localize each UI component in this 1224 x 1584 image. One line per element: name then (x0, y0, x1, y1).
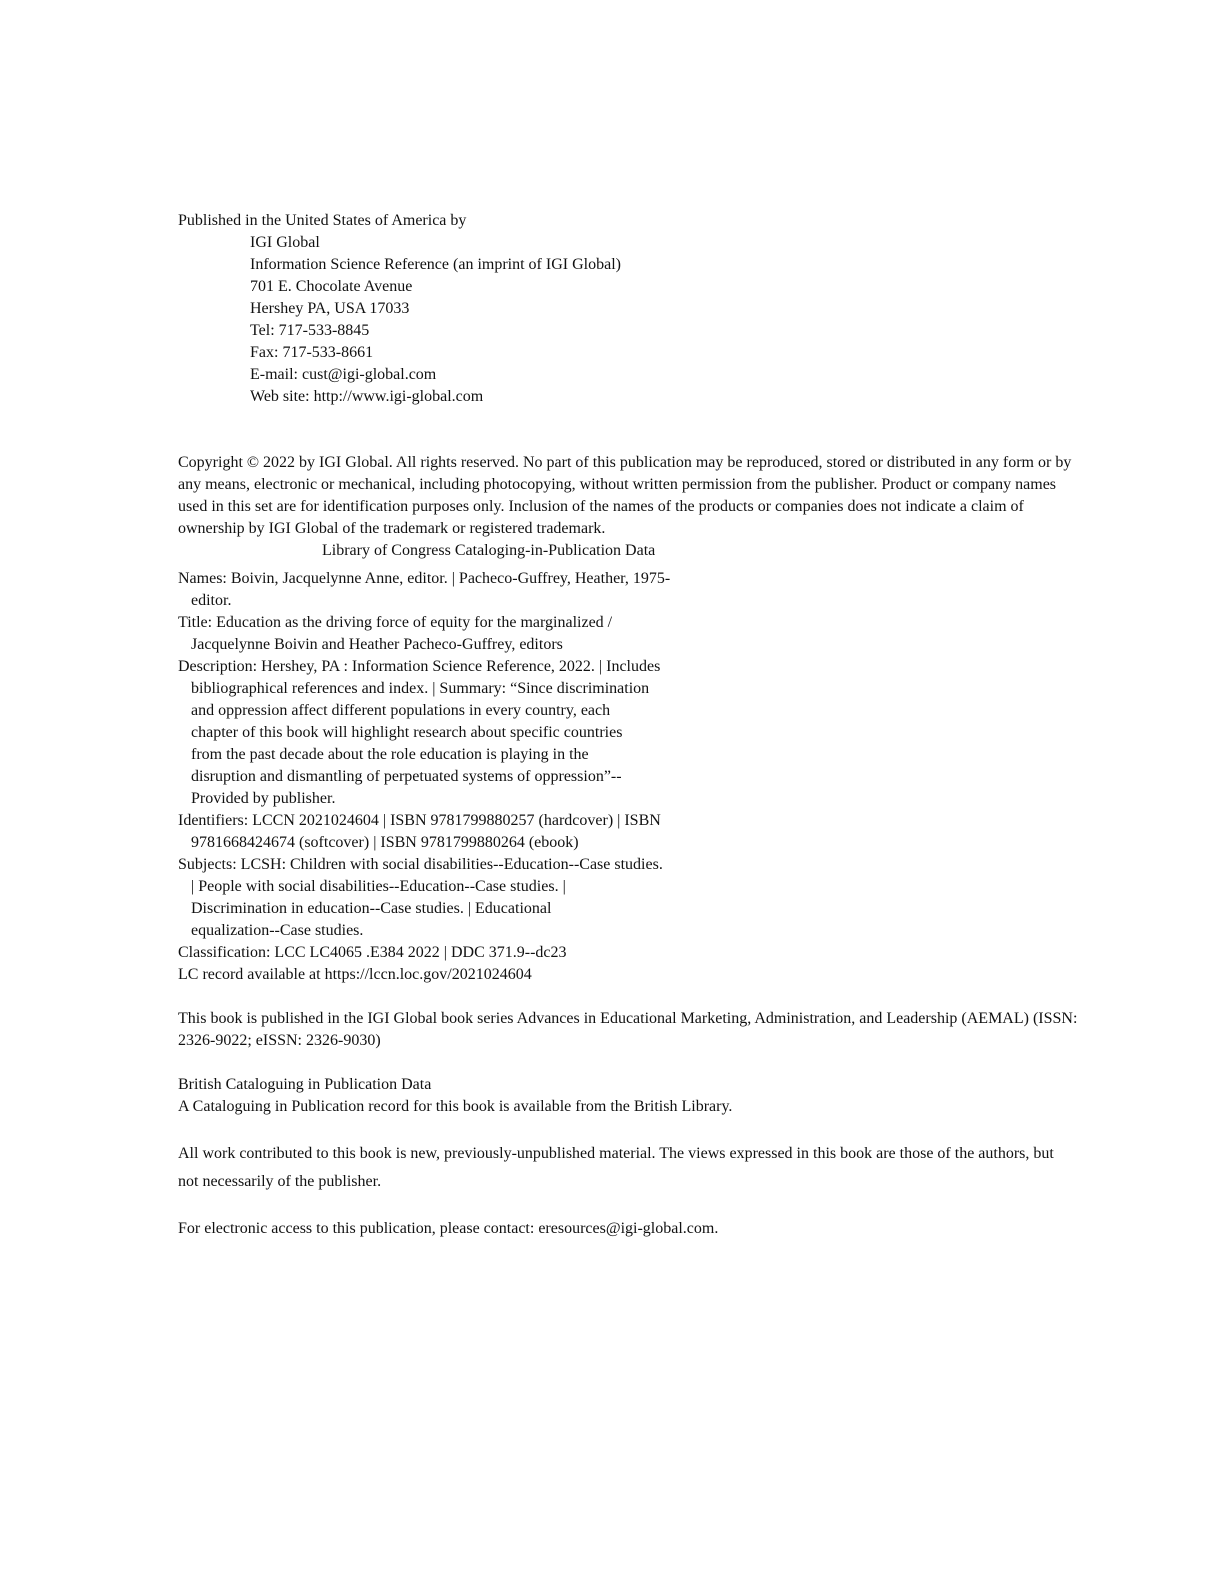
cip-description (178, 656, 738, 810)
cip-classification-line: Classification: LCC LC4065 .E384 2022 | DDC 371.9--dc23 (178, 944, 567, 961)
cip-description-cont: chapter of this book will highlight research about specific countries (191, 724, 623, 741)
copyright-notice: Copyright © 2022 by IGI Global. All rights reserved. No part of this publication may be reproduced, stored or distributed in any form or by any means, electronic or mechanical, including photocopying, without written permission from the publisher. Product or company names used in this set are for identification purposes only. Inclusion of the names of the products or companies does not indicate a claim of ownership by IGI Global of the trademark or registered trademark. (178, 454, 1072, 537)
cip-lc-record (178, 964, 738, 986)
cip-subjects (178, 854, 738, 942)
cip-lc-record-line: LC record available at https://lccn.loc.gov/2021024604 (178, 966, 532, 983)
cip-identifiers-cont: 9781668424674 (softcover) | ISBN 9781799880264 (ebook) (191, 834, 579, 851)
cip-description-cont: bibliographical references and index. | Summary: “Since discrimination (191, 680, 650, 697)
cip-description-line: Description: Hershey, PA : Information Science Reference, 2022. | Includes (178, 658, 661, 675)
cip-description-cont: from the past decade about the role education is playing in the (191, 746, 589, 763)
cip-names-cont: editor. (191, 592, 232, 609)
publisher-imprint: Information Science Reference (an imprint of IGI Global) (250, 256, 621, 273)
cip-description-cont: disruption and dismantling of perpetuated systems of oppression”-- (191, 768, 622, 785)
publisher-email: E-mail: cust@igi-global.com (250, 366, 437, 383)
cip-identifiers (178, 810, 738, 854)
cip-names (178, 568, 738, 612)
cip-subjects-cont: equalization--Case studies. (191, 922, 364, 939)
publisher-tel: Tel: 717-533-8845 (250, 322, 370, 339)
cip-title-line: Title: Education as the driving force of equity for the marginalized / (178, 614, 613, 631)
british-cip-heading: British Cataloguing in Publication Data (178, 1076, 432, 1093)
copyright-page (178, 210, 1078, 1240)
publisher-intro: Published in the United States of America by (178, 212, 467, 229)
publisher-fax: Fax: 717-533-8661 (250, 344, 374, 361)
publisher-city: Hershey PA, USA 17033 (250, 300, 410, 317)
disclaimer: All work contributed to this book is new, previously-unpublished material. The views expressed in this book are those of the authors, but not necessarily of the publisher. (178, 1145, 1054, 1190)
cip-title-cont: Jacquelynne Boivin and Heather Pacheco-Guffrey, editors (191, 636, 563, 653)
cip-description-cont: Provided by publisher. (191, 790, 336, 807)
cip-identifiers-line: Identifiers: LCCN 2021024604 | ISBN 9781799880257 (hardcover) | ISBN (178, 812, 661, 829)
cip-subjects-cont: Discrimination in education--Case studies. | Educational (191, 900, 552, 917)
cip-record (178, 568, 1078, 986)
cip-heading: Library of Congress Cataloging-in-Publication Data (322, 542, 656, 559)
british-cip-text: A Cataloguing in Publication record for this book is available from the British Library. (178, 1098, 733, 1115)
electronic-access-notice: For electronic access to this publication, please contact: eresources@igi-global.com. (178, 1220, 719, 1237)
cip-title (178, 612, 738, 656)
cip-subjects-cont: | People with social disabilities--Education--Case studies. | (191, 878, 566, 895)
cip-subjects-line: Subjects: LCSH: Children with social disabilities--Education--Case studies. (178, 856, 663, 873)
publisher-block (178, 210, 1078, 408)
cip-description-cont: and oppression affect different populations in every country, each (191, 702, 611, 719)
publisher-street: 701 E. Chocolate Avenue (250, 278, 413, 295)
publisher-name: IGI Global (250, 234, 320, 251)
cip-classification (178, 942, 738, 964)
publisher-website: Web site: http://www.igi-global.com (250, 388, 484, 405)
cip-names-line: Names: Boivin, Jacquelynne Anne, editor. | Pacheco-Guffrey, Heather, 1975- (178, 570, 671, 587)
series-notice: This book is published in the IGI Global book series Advances in Educational Marketing, Administration, and Leadership (AEMAL) (ISSN: 2326-9022; eISSN: 2326-9030) (178, 1010, 1078, 1049)
